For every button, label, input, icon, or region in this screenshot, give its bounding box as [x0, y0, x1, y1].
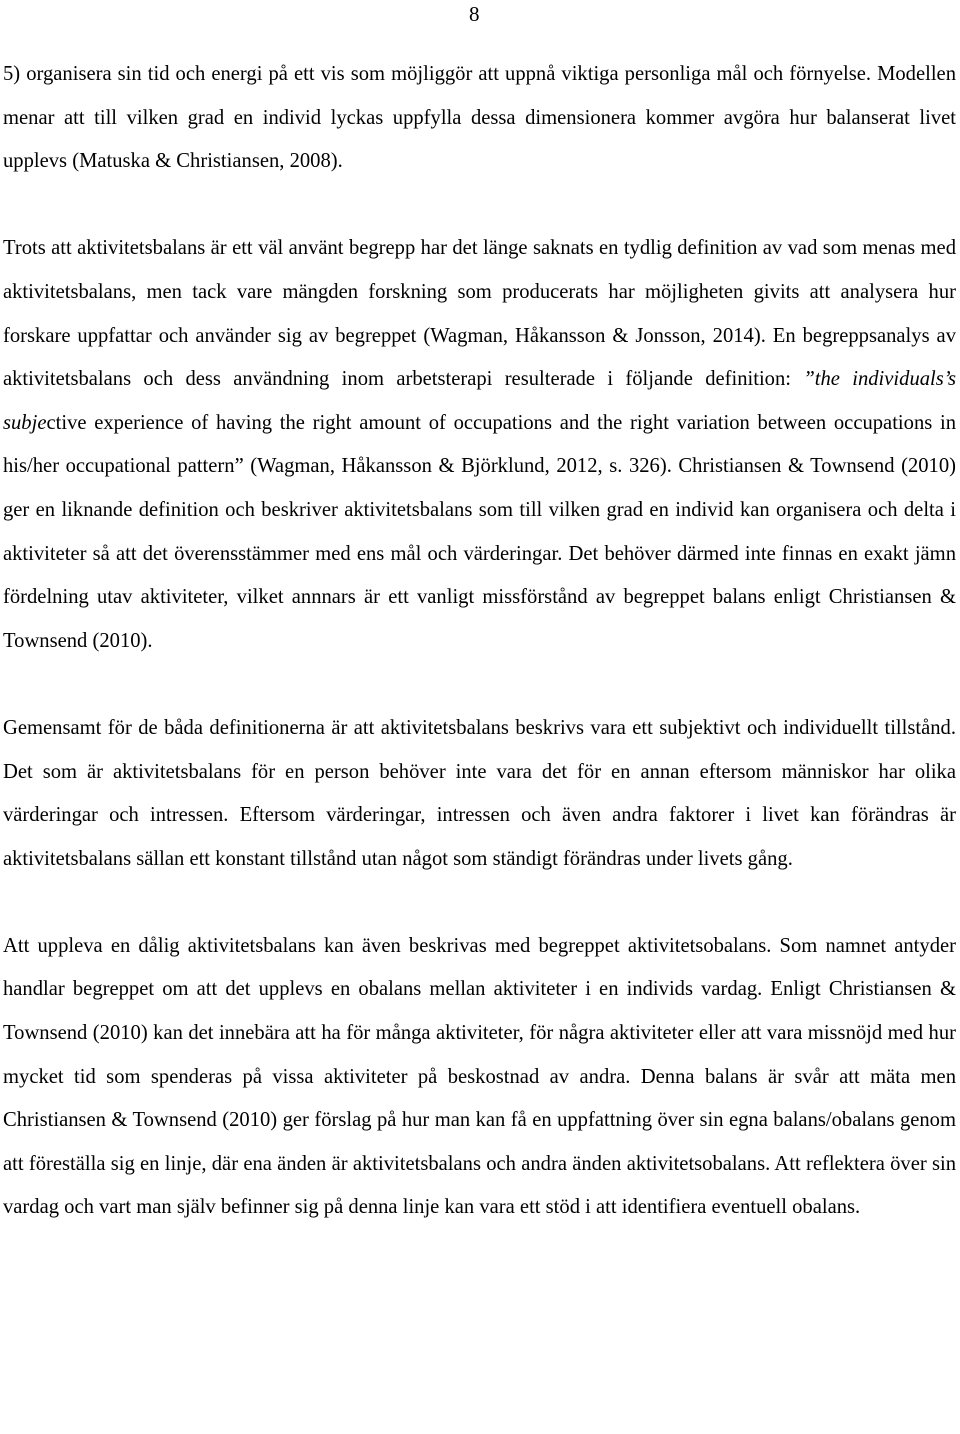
document-body [3, 53, 956, 1230]
paragraph-1: 5) organisera sin tid och energi på ett vis som möjliggör att uppnå viktiga personliga mål och förnyelse. Modellen menar att till vilken grad en individ lyckas uppfylla dessa dimensionera kommer avgöra hur balanserat livet upplevs (Matuska & Christiansen, 2008). [3, 63, 956, 173]
paragraph-3: Gemensamt för de båda definitionerna är att aktivitetsbalans beskrivs vara ett subjektivt och individuellt tillstånd. Det som är aktivitetsbalans för en person behöver inte vara det för en annan eftersom människor har olika värderingar och intressen. Eftersom värderingar, intressen och även andra faktorer i livet kan förändras är aktivitetsbalans sällan ett konstant tillstånd utan något som ständigt förändras under livets gång. [3, 716, 956, 870]
paragraph-2-lead: Trots att aktivitetsbalans är ett väl använt begrepp har det länge saknats en tydlig definition av vad som menas med aktivitetsbalans, men tack vare mängden forskning som producerats har möjligheten givits att analysera hur forskare uppfattar och använder sig av begreppet (Wagman, Håkansson & Jonsson, 2014). En begreppsanalys av aktivitetsbalans och dess användning inom arbetsterapi resulterade i följande definition: [3, 237, 956, 391]
definition-quote: ctive experience of having the right amount of occupations and the right variation between occupations in his/her occupational pattern” [3, 411, 956, 478]
paragraph-2 [3, 227, 956, 663]
definition-quote-italic: ”the individuals’s subje [3, 368, 956, 434]
paragraph-4: Att uppleva en dålig aktivitetsbalans kan även beskrivas med begreppet aktivitetsobalans. Som namnet antyder handlar begreppet om att det upplevs en obalans mellan aktiviteter i en individs vardag. Enligt Christiansen & Townsend (2010) kan det innebära att ha för många aktiviteter, för några aktiviteter eller att vara missnöjd med hur mycket tid som spenderas på vissa aktiviteter på beskostnad av andra. Denna balans är svår att mäta men Christiansen & Townsend (2010) ger förslag på hur man kan få en uppfattning över sin egna balans/obalans genom att föreställa sig en linje, där ena änden är aktivitetsbalans och andra änden aktivitetsobalans. Att reflektera över sin vardag och vart man själv befinner sig på denna linje kan vara ett stöd i att identifiera eventuell obalans. [3, 934, 956, 1219]
page-number: 8 [469, 2, 480, 26]
paragraph-2-continuation: (Wagman, Håkansson & Björklund, 2012, s. 326). Christiansen & Townsend (2010) ger en liknande definition och beskriver aktivitetsbalans som till vilken grad en individ kan organisera och delta i aktiviteter så att det överensstämmer med ens mål och värderingar. Det behöver därmed inte finnas en exakt jämn fördelning utav aktiviteter, vilket annnars är ett vanligt missförstånd av begreppet balans enligt Christiansen & Townsend (2010). [3, 455, 956, 652]
